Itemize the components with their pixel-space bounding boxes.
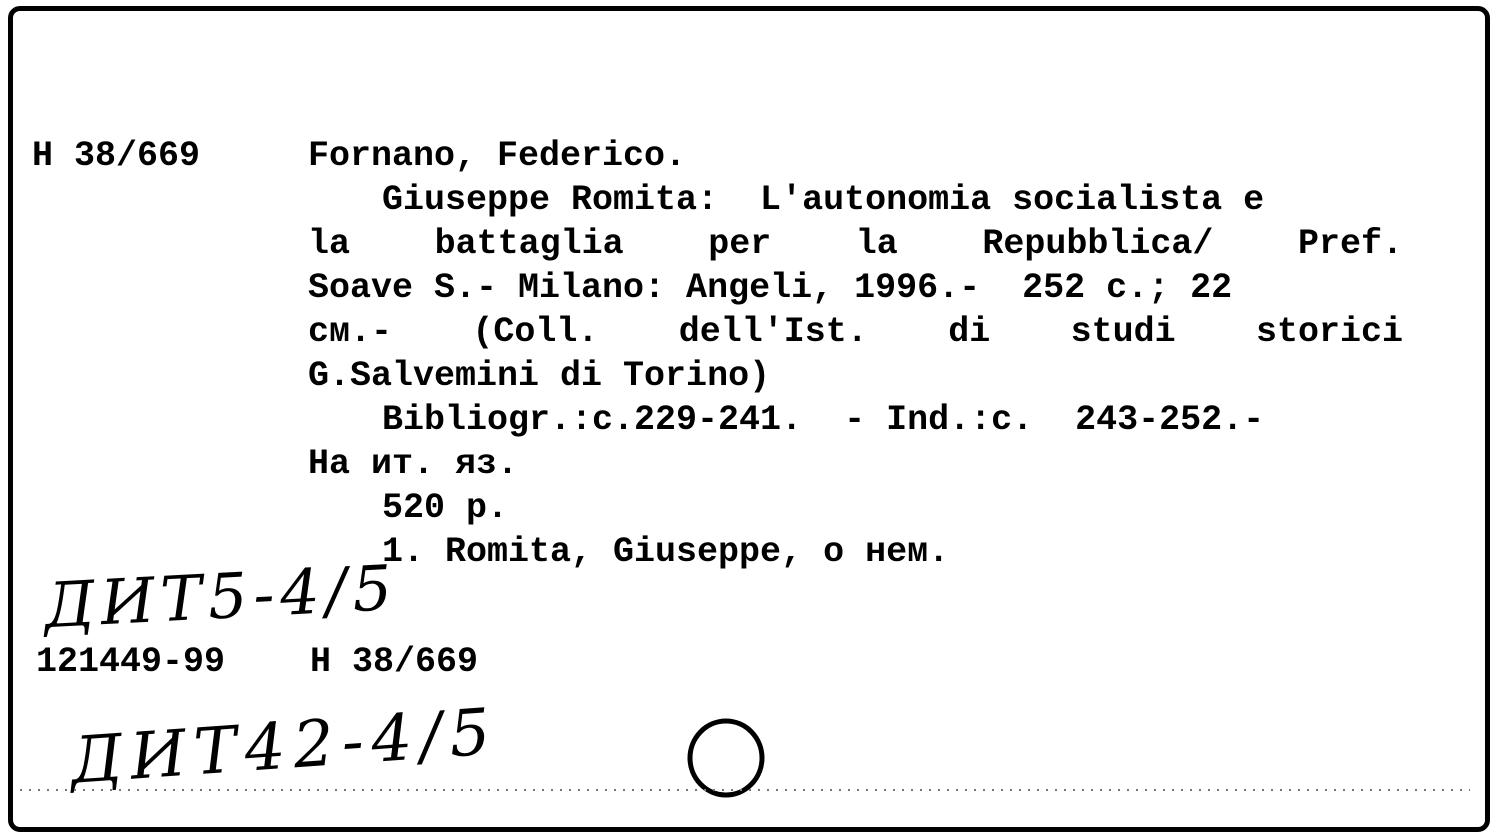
catalog-entry (308, 134, 1403, 574)
title-line-1: Giuseppe Romita: L'autonomia socialista e (382, 180, 1265, 220)
accession-number: 121449-99 (36, 642, 226, 682)
price: 520 p. (382, 488, 509, 528)
note-line-2: Hа ит. яз. (308, 444, 519, 484)
author-heading: Fornano, Federico. (308, 136, 687, 176)
title-line-4: cм.- (Coll. dell'Ist. di studi storici (308, 312, 1403, 352)
shelfmark: H 38/669 (32, 136, 201, 176)
subject-tracing: 1. Romita, Giuseppe, о нем. (382, 532, 950, 572)
title-line-2: la battaglia per la Repubblica/ Pref. (308, 224, 1403, 264)
title-line-5: G.Salvemini di Torino) (308, 356, 771, 396)
handwritten-note-1: ДИТ5-4/5 (42, 550, 400, 643)
dotted-line-decoration (20, 780, 1470, 800)
title-line-3: Soave S.- Milano: Angeli, 1996.- 252 c.; 22 (308, 268, 1233, 308)
handwritten-note-2: ДИТ42-4/5 (67, 695, 501, 799)
bottom-shelfmark: H 38/669 (310, 642, 479, 682)
note-line-1: Bibliogr.:c.229-241. - Ind.:c. 243-252.- (382, 400, 1265, 440)
